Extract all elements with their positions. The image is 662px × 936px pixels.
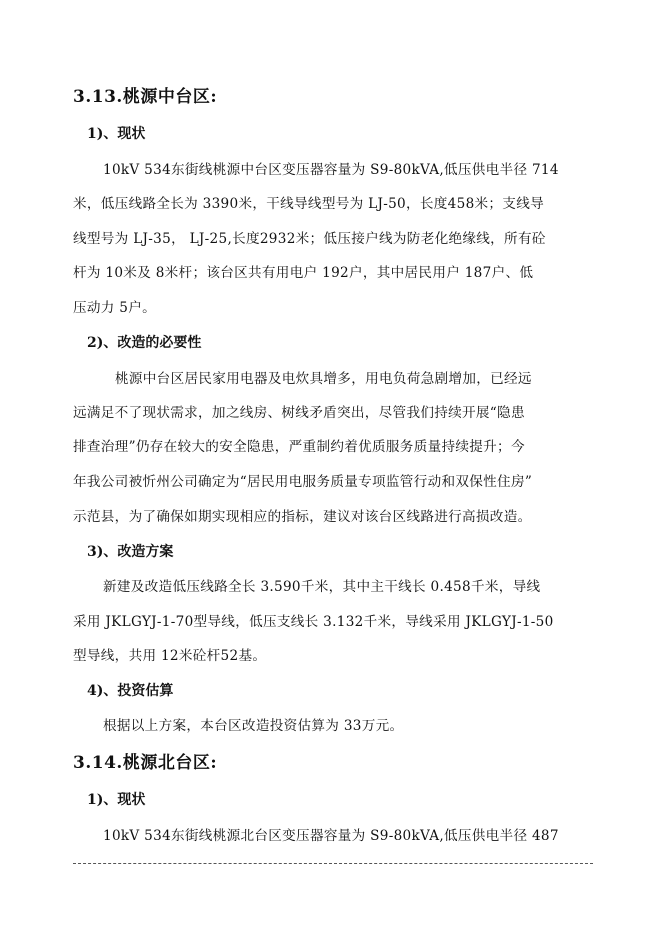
paragraph-line: 型导线，共用 12米砼杆52基。 bbox=[73, 648, 267, 664]
paragraph-line: 远满足不了现状需求，加之线房、树线矛盾突出，尽管我们持续开展“隐患 bbox=[73, 405, 525, 421]
paragraph-line: 新建及改造低压线路全长 3.590千米，其中主干线长 0.458千米，导线 bbox=[103, 579, 541, 595]
paragraph-line: 采用 JKLGYJ-1-70型导线，低压支线长 3.132千米，导线采用 JKLGYJ-1-50 bbox=[73, 614, 554, 630]
paragraph-line: 示范县，为了确保如期实现相应的指标，建议对该台区线路进行高损改造。 bbox=[73, 509, 532, 525]
subsection-title-status: 1)、现状 bbox=[87, 126, 146, 142]
paragraph-line: 10kV 534东街线桃源北台区变压器容量为 S9-80kVA,低压供电半径 487 bbox=[103, 828, 559, 844]
paragraph-line: 压动力 5户。 bbox=[73, 300, 157, 316]
section-heading-3-13: 3.13.桃源中台区: bbox=[73, 87, 218, 107]
paragraph-line: 年我公司被忻州公司确定为“居民用电服务质量专项监管行动和双保性住房” bbox=[73, 474, 533, 490]
paragraph-line: 根据以上方案，本台区改造投资估算为 33万元。 bbox=[103, 718, 404, 734]
subsection-title-status: 1)、现状 bbox=[87, 792, 146, 808]
subsection-title-necessity: 2)、改造的必要性 bbox=[87, 335, 202, 351]
section-heading-3-14: 3.14.桃源北台区: bbox=[73, 753, 218, 773]
paragraph-line: 米，低压线路全长为 3390米，干线导线型号为 LJ-50，长度458米；支线导 bbox=[73, 196, 544, 212]
subsection-title-plan: 3)、改造方案 bbox=[87, 544, 174, 560]
paragraph-line: 线型号为 LJ-35， LJ-25,长度2932米；低压接户线为防老化绝缘线，所有砼 bbox=[73, 231, 546, 247]
paragraph-line: 杆为 10米及 8米杆；该台区共有用电户 192户，其中居民用户 187户、低 bbox=[73, 265, 534, 281]
paragraph-line: 10kV 534东街线桃源中台区变压器容量为 S9-80kVA,低压供电半径 714 bbox=[103, 162, 559, 178]
paragraph-line: 排查治理”仍存在较大的安全隐患，严重制约着优质服务质量持续提升；今 bbox=[73, 439, 525, 455]
subsection-title-budget: 4)、投资估算 bbox=[87, 683, 174, 699]
footer-divider bbox=[73, 863, 593, 864]
paragraph-line: 桃源中台区居民家用电器及电炊具增多，用电负荷急剧增加，已经远 bbox=[115, 371, 532, 387]
